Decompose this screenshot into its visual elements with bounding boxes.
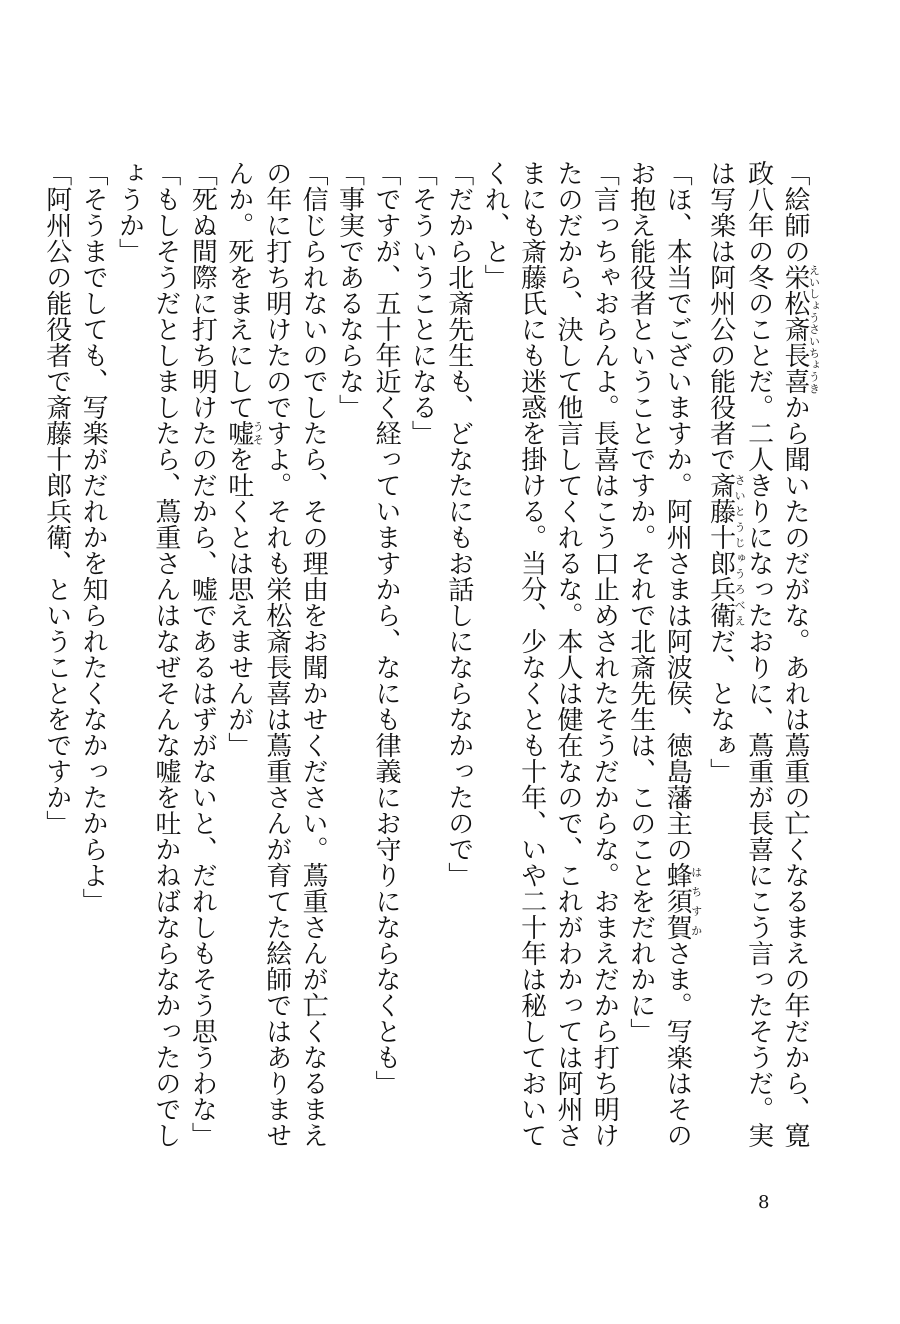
text-segment: 「ですが、五十年近く経っていますから、なにも律義にお守りにならなくとも」 [370, 160, 401, 1096]
text-segment: だ、となぁ」 [705, 628, 736, 784]
ruby-base: 斎藤十郎兵衛 [705, 472, 736, 628]
text-segment: 「信じられないのでしたら、その理由をお聞かせください。蔦重さんが亡くなるまえの年に打ち明けたのですよ。それも栄松斎長喜は蔦重さんが育てた絵師ではありませんか。死をまえにして [223, 160, 329, 1148]
paragraph [702, 160, 820, 1170]
paragraph [404, 160, 440, 1170]
text-segment: から聞いたのだがな。あれは蔦重の亡くなるまえの年だから、寛政八年の冬のことだ。二人きりになったおりに、蔦重が長喜にこう言ったそうだ。実は写楽は阿州公の能役者で [705, 160, 810, 1148]
paragraph [184, 160, 220, 1170]
text-segment: 「そうまでしても、写楽がだれかを知られたくなかったからよ」 [78, 160, 109, 914]
ruby-base: 栄松斎長喜 [780, 264, 810, 394]
paragraph [38, 160, 74, 1170]
page-number: 8 [758, 1192, 770, 1213]
ruby-reading: えいしょうさいちょうき [807, 264, 821, 394]
paragraph [220, 160, 331, 1170]
paragraph [477, 160, 623, 1170]
text-segment: 「阿州公の能役者で斎藤十郎兵衛、ということをですか」 [41, 160, 72, 836]
paragraph [111, 160, 184, 1170]
paragraph [368, 160, 404, 1170]
paragraph [622, 160, 702, 1170]
ruby-annotated-word [223, 420, 265, 446]
ruby-annotated-word [780, 264, 821, 394]
text-segment: さま。写楽はそのお抱え能役者ということですか。それで北斎先生は、このことをだれかに」 [625, 160, 693, 1148]
text-segment: 「だから北斎先生も、どなたにもお話しにならなかったので」 [443, 160, 474, 888]
text-segment: 「言っちゃおらんよ。長喜はこう口止めされたそうだからな。おまえだから打ち明けたのだから、決して他言してくれるな。本人は健在なので、これがわかっては阿州さまにも斎藤氏にも迷惑を掛ける。当分、少なくとも十年、いや二十年は秘しておいてくれ、と」 [480, 160, 620, 1148]
vertical-text-body [41, 160, 821, 1170]
ruby-reading: はちすか [689, 862, 703, 940]
ruby-reading: さいとうじゅうろべえ [733, 472, 747, 628]
text-segment: 「絵師の [780, 160, 810, 264]
ruby-base: 蜂須賀 [662, 862, 693, 940]
ruby-annotated-word [662, 862, 703, 940]
paragraph [75, 160, 111, 1170]
text-segment: 「もしそうだとしましたら、蔦重さんはなぜそんな嘘を吐かねばならなかったのでしょうか」 [114, 160, 181, 1148]
paragraph [331, 160, 367, 1170]
text-segment: 「死ぬ間際に打ち明けたのだから、嘘であるはずがないと、だれしもそう思うわな」 [187, 160, 218, 1148]
ruby-annotated-word [705, 472, 747, 628]
paragraph [440, 160, 476, 1170]
ruby-reading: うそ [251, 420, 265, 446]
text-segment: 「事実であるならな」 [334, 160, 365, 420]
ruby-base: 嘘 [223, 420, 254, 446]
text-segment: を吐くとは思えませんが」 [223, 446, 254, 758]
text-segment: 「そういうことになる」 [407, 160, 438, 446]
text-segment: 「ほ、本当でございますか。阿州さまは阿波侯、徳島藩主の [662, 160, 693, 862]
